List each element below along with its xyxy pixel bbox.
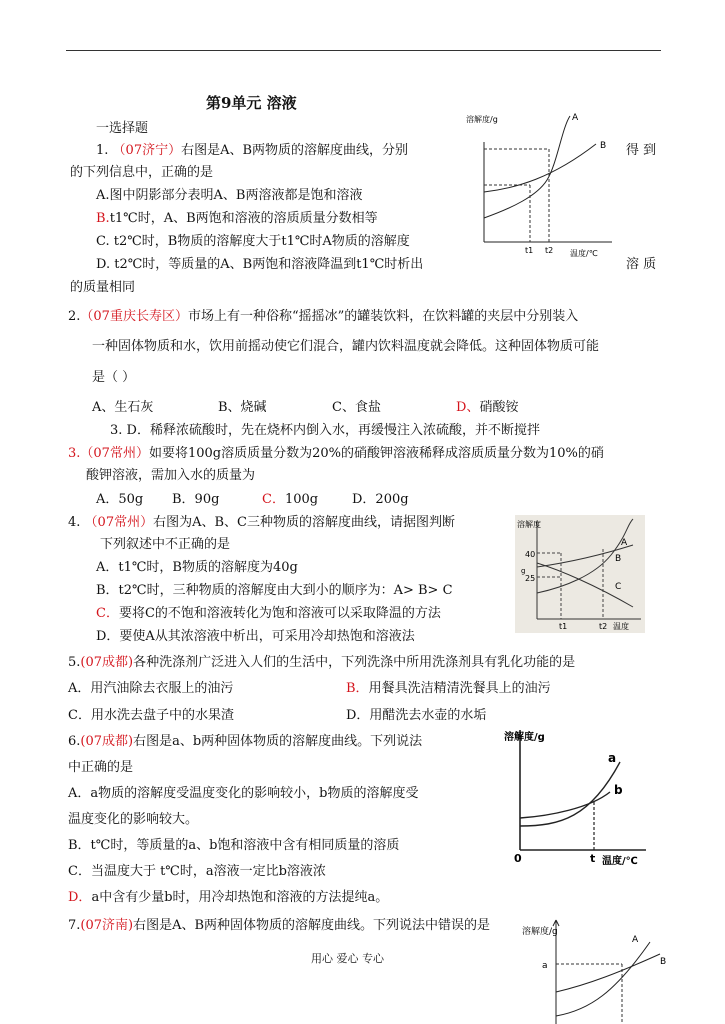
q3-option-c-letter: C．: [262, 492, 285, 507]
page-title: 第9单元 溶液: [206, 94, 297, 112]
q1-number: 1.: [96, 143, 109, 158]
q2-source: （07重庆长寿区）: [80, 309, 188, 324]
q2-stem-line2: 一种固体物质和水，饮用前摇动使它们混合，罐内饮料温度就会降低。这种固体物质可能: [92, 339, 600, 354]
q1-option-d-tail: 的质量相同: [70, 280, 136, 295]
q4-stem-line2: 下列叙述中不正确的是: [100, 537, 231, 552]
q6-x-label: 温度/℃: [602, 856, 638, 867]
q1-option-b-letter: B.: [96, 211, 110, 226]
q2-option-d: [456, 396, 518, 415]
q7-stem: [68, 914, 490, 933]
page-footer: 用心 爱心 专心: [311, 952, 384, 965]
header-rule: [66, 50, 661, 51]
q7-stem-text: 右图是A、B两种固体物质的溶解度曲线。下列说法中错误的是: [133, 918, 491, 933]
q7-a-label: a: [542, 961, 548, 971]
q3-option-b: B．90g: [172, 492, 220, 507]
q1-curve-a-label: A: [572, 113, 579, 123]
q1-t1-label: t1: [525, 246, 534, 255]
section-heading: 一选择题: [96, 121, 149, 136]
q1-t2-label: t2: [545, 246, 554, 255]
q3-number: 3.: [68, 446, 81, 461]
q4-curve-a-label: A: [621, 538, 628, 548]
q3-option-a: A．50g: [96, 492, 144, 507]
q4-t2-label: t2: [599, 622, 608, 631]
q1-option-a: A.图中阴影部分表明A、B两溶液都是饱和溶液: [96, 188, 363, 203]
q6-curve-b-label: b: [614, 783, 623, 797]
q1-x-label: 温度/℃: [570, 249, 598, 258]
q1-option-d: D. t2℃时，等质量的A、B两饱和溶液降温到t1℃时析出: [96, 257, 424, 272]
q4-x-label: 温度: [613, 622, 629, 631]
q1-stem-line2: 的下列信息中，正确的是: [70, 165, 214, 180]
q7-solubility-chart: [520, 912, 680, 1024]
q5-stem: [68, 651, 575, 670]
q3-source: （07常州）: [80, 446, 149, 461]
q4-curve-c-label: C: [615, 582, 622, 592]
q6-stem-line1: [68, 730, 422, 749]
q2-extra-line: 3. D．稀释浓硫酸时，先在烧杯内倒入水，再缓慢注入浓硫酸，并不断搅拌: [110, 423, 540, 438]
q4-y-label: 溶解度: [517, 520, 541, 529]
q7-number: 7.: [68, 918, 81, 933]
q1-stem-line1: [96, 139, 408, 158]
q6-stem-a: 右图是a、b两种固体物质的溶解度曲线。下列说法: [133, 734, 423, 749]
q7-curve-a-label: A: [632, 935, 639, 945]
q6-option-a-line1: A．a物质的溶解度受温度变化的影响较小，b物质的溶解度受: [68, 786, 419, 801]
q3-stem-line2: 酸钾溶液，需加入水的质量为: [86, 468, 256, 483]
q5-option-d: D．用醋洗去水壶的水垢: [346, 708, 487, 723]
q6-option-d-text: a中含有少量b时，用冷却热饱和溶液的方法提纯a。: [91, 890, 389, 905]
q2-stem-line3: 是（ ）: [92, 370, 136, 385]
q4-stem-line1: [68, 511, 455, 530]
q5-option-c: C．用水洗去盘子中的水果渣: [68, 708, 234, 723]
q6-option-c: C．当温度大于 t℃时，a溶液一定比b溶液浓: [68, 864, 326, 879]
q2-option-b: B、烧碱: [218, 400, 267, 415]
q1-curve-a: [484, 116, 570, 218]
q6-origin-label: 0: [514, 852, 522, 865]
q4-solubility-chart: [515, 515, 645, 633]
q1-curve-b-label: B: [600, 141, 607, 151]
q4-option-c-text: 要将C的不饱和溶液转化为饱和溶液可以采取降温的方法: [118, 606, 441, 621]
q7-source: (07济南): [80, 918, 134, 933]
q1-stem-a: 右图是A、B两物质的溶解度曲线，分别: [181, 143, 409, 158]
q7-curve-a: [556, 942, 650, 1016]
q2-stem-line1: [68, 305, 578, 324]
q4-option-a: A．t1℃时，B物质的溶解度为40g: [96, 560, 298, 575]
q7-curve-b-label: B: [660, 957, 667, 967]
q3-stem-a: 如要将100g溶质质量分数为20%的硝酸钾溶液稀释成溶质质量分数为10%的硝: [148, 446, 604, 461]
q3-stem-line1: [68, 442, 604, 461]
q6-source: (07成都): [80, 734, 134, 749]
q4-option-d: D．要使A从其浓溶液中析出，可采用冷却热饱和溶液法: [96, 629, 415, 644]
q5-source: (07成都): [80, 655, 134, 670]
q6-option-a-line2: 温度变化的影响较大。: [68, 812, 199, 827]
q5-number: 5.: [68, 655, 81, 670]
q2-option-a: A、生石灰: [92, 400, 154, 415]
q1-source: （07济宁）: [112, 143, 182, 158]
q2-stem-a: 市场上有一种俗称“摇摇冰”的罐装饮料，在饮料罐的夹层中分别装入: [187, 309, 579, 324]
q3-option-c: [262, 488, 318, 507]
q4-tick-25: 25: [525, 574, 536, 583]
q7-curve-b: [556, 954, 660, 992]
q6-option-d-letter: D．: [68, 890, 92, 905]
q4-number: 4.: [68, 515, 81, 530]
q6-t-label: t: [590, 852, 596, 865]
q2-option-c: C、食盐: [332, 400, 381, 415]
q6-y-label: 溶解度/g: [504, 732, 545, 743]
q4-t1-label: t1: [559, 622, 568, 631]
q4-stem-a: 右图为A、B、C三种物质的溶解度曲线，请据图判断: [153, 515, 455, 530]
q1-option-d-right: 溶 质: [626, 257, 657, 272]
q1-y-label: 溶解度/g: [466, 115, 498, 124]
q5-option-b-text: 用餐具洗洁精清洗餐具上的油污: [368, 681, 551, 696]
q4-unit-g: g: [521, 567, 526, 575]
q1-solubility-chart: [462, 108, 622, 268]
q4-source: （07常州）: [84, 515, 154, 530]
q4-option-b: B．t2℃时，三种物质的溶解度由大到小的顺序为：A> B> C: [96, 583, 453, 598]
q1-option-b: [96, 207, 378, 226]
q2-option-d-letter: D、: [456, 400, 480, 415]
q6-number: 6.: [68, 734, 81, 749]
q3-option-c-text: 100g: [284, 492, 319, 507]
q5-option-b: [346, 677, 551, 696]
q6-curve-a-label: a: [608, 751, 617, 765]
q5-stem-text: 各种洗涤剂广泛进入人们的生活中，下列洗涤中所用洗涤剂具有乳化功能的是: [133, 655, 576, 670]
q1-stem-right: 得 到: [626, 143, 657, 158]
q1-option-b-text: t1℃时，A、B两饱和溶液的溶质质量分数相等: [109, 211, 378, 226]
q6-stem-line2: 中正确的是: [68, 760, 134, 775]
q4-curve-b-label: B: [615, 554, 622, 564]
q3-option-d: D．200g: [352, 492, 409, 507]
q1-option-c: C. t2℃时，B物质的溶解度大于t1℃时A物质的溶解度: [96, 234, 410, 249]
q5-option-a: A．用汽油除去衣服上的油污: [68, 681, 234, 696]
q6-option-d: [68, 886, 388, 905]
q4-option-c: [96, 602, 441, 621]
q2-number: 2.: [68, 309, 81, 324]
q6-option-b: B．t℃时，等质量的a、b饱和溶液中含有相同质量的溶质: [68, 838, 400, 853]
q4-option-c-letter: C．: [96, 606, 119, 621]
q5-option-b-letter: B．: [346, 681, 369, 696]
q6-solubility-chart: [500, 722, 670, 872]
q2-option-d-text: 硝酸铵: [479, 400, 519, 415]
q4-tick-40: 40: [525, 550, 536, 559]
q7-y-label: 溶解度/g: [522, 927, 558, 937]
